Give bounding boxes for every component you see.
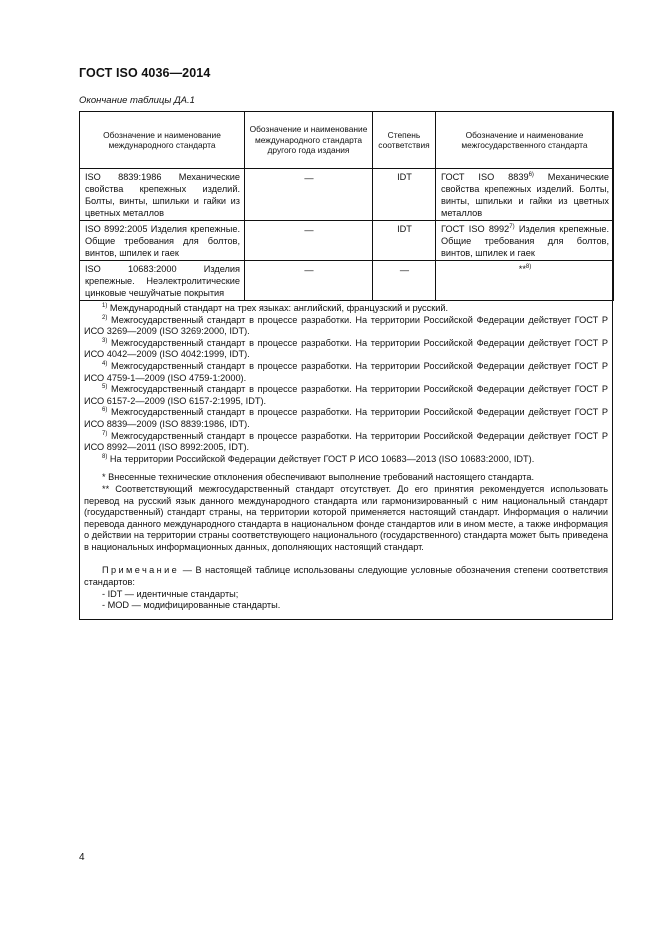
footnote (84, 303, 608, 315)
cell-interstate (436, 261, 614, 301)
footnote (84, 407, 608, 430)
footnote-text: Межгосударственный стандарт в процессе разработки. На территории Российской Федерации действует ГОСТ Р ИСО 3269—2009 (ISO 3269:2000, IDT). (84, 314, 608, 337)
footnote-mark: 7) (102, 430, 108, 437)
table-note (84, 565, 608, 588)
footnote (84, 454, 608, 466)
footnote-text: Межгосударственный стандарт в процессе разработки. На территории Российской Федерации действует ГОСТ Р ИСО 8839—2009 (ISO 8839:1986, IDT). (84, 407, 608, 429)
note-text: — В настоящей таблице использованы следующие условные обозначения степени соответствия стандартов: (84, 565, 608, 588)
footnote (84, 315, 608, 338)
document-code: ГОСТ ISO 4036—2014 (79, 66, 211, 80)
note-list-item: - MOD — модифицированные стандарты. (102, 600, 281, 611)
footnote-ref: 6) (528, 171, 534, 178)
cell-other-year-value: — (304, 265, 314, 275)
footnote-mark: 3) (102, 337, 108, 344)
note-label: Примечание (102, 565, 180, 576)
double-star-note: ** Соответствующий межгосударственный стандарт отсутствует. До его принятия рекомендуется использовать перевод на русский язык данного международного стандарта или гармонизированный с ним национальный стандарт (государственный) стандарт страны, на территории которой применяется настоящий стандарт. Информация о наличии перевода данного международного стандарта в национальном фонде стандартов или в ином месте, а также информация о действии на территории страны соответствующего национального (государственного) стандарта может быть приведена в национальных информационных данных, дополняющих настоящий стандарт. (84, 483, 608, 552)
footnote-mark: 1) (102, 302, 108, 309)
footnote (84, 338, 608, 361)
footnote-text: Международный стандарт на трех языках: английский, французский и русский. (109, 303, 449, 313)
footnote-mark: 6) (102, 407, 108, 414)
single-star-note: * Внесенные технические отклонения обеспечивают выполнение требований настоящего стандарта. (102, 472, 535, 483)
footnote-text: Межгосударственный стандарт в процессе разработки. На территории Российской Федерации действует ГОСТ Р ИСО 6157-2—2009 (ISO 6157-2:1995, IDT). (84, 384, 608, 406)
cell-other-year-value: — (304, 173, 314, 183)
notes-block (84, 303, 608, 612)
footnote-text: Межгосударственный стандарт в процессе разработки. На территории Российской Федерации действует ГОСТ Р ИСО 8992—2011 (ISO 8992:2005, IDT). (84, 430, 608, 453)
interstate-code: ГОСТ ISO 8839 (441, 172, 529, 182)
table-row (80, 221, 614, 261)
column-header-other-year: Обозначение и наименование международного стандарта другого года издания (245, 112, 373, 169)
table-header-row (80, 112, 614, 169)
table-row (80, 261, 614, 301)
cell-degree (373, 261, 436, 301)
footnote-text: На территории Российской Федерации действует ГОСТ Р ИСО 10683—2013 (ISO 10683:2000, IDT). (109, 453, 535, 464)
column-header-degree: Степень соответствия (373, 112, 436, 169)
footnote-mark: 4) (102, 360, 108, 367)
footnote (84, 384, 608, 407)
correspondence-table (79, 111, 614, 301)
footnote-ref: 8) (525, 263, 532, 270)
spacer (84, 553, 608, 565)
cell-degree-value: — (399, 265, 410, 275)
table-row (80, 169, 614, 221)
spacer (84, 465, 608, 472)
footnote-mark: 5) (102, 384, 108, 391)
cell-interstate (436, 221, 614, 261)
interstate-code: ** (518, 264, 526, 274)
interstate-title: Изделия крепежные. Общие требования для болтов, винтов, шпилек и гаек (441, 224, 610, 258)
cell-international: ISO 10683:2000 Изделия крепежные. Неэлектролитические цинковые чешуйчатые покрытия (80, 261, 245, 301)
table-caption: Окончание таблицы ДА.1 (79, 95, 195, 106)
footnote (84, 361, 608, 384)
footnote-text: Межгосударственный стандарт в процессе разработки. На территории Российской Федерации действует ГОСТ Р ИСО 4042—2009 (ISO 4042:1999, IDT). (84, 337, 608, 360)
footnote-text: Межгосударственный стандарт в процессе разработки. На территории Российской Федерации действует ГОСТ Р ИСО 4759-1—2009 (ISO 4759-1:2000). (84, 360, 608, 383)
cell-degree: IDT (373, 169, 436, 221)
cell-other-year (245, 261, 373, 301)
note-list-item: - IDT — идентичные стандарты; (102, 588, 239, 599)
cell-international: ISO 8992:2005 Изделия крепежные. Общие требования для болтов, винтов, шпилек и гаек (80, 221, 245, 261)
cell-other-year-value: — (304, 225, 314, 235)
cell-international: ISO 8839:1986 Механические свойства крепежных изделий. Болты, винты, шпильки и гайки из цветных металлов (80, 169, 245, 221)
column-header-interstate: Обозначение и наименование межгосударственного стандарта (436, 112, 614, 169)
cell-other-year (245, 221, 373, 261)
page-number: 4 (79, 852, 85, 863)
column-header-international: Обозначение и наименование международного стандарта (80, 112, 245, 169)
cell-interstate (436, 169, 614, 221)
cell-degree: IDT (373, 221, 436, 261)
interstate-code: ГОСТ ISO 8992 (441, 224, 510, 234)
footnote-mark: 2) (102, 314, 108, 321)
interstate-title: Механические свойства крепежных изделий. Болты, винты, шпильки и гайки из цветных металлов (441, 172, 609, 218)
footnote (84, 431, 608, 454)
footnote-mark: 8) (102, 453, 108, 460)
cell-other-year (245, 169, 373, 221)
footnote-ref: 7) (509, 223, 515, 230)
